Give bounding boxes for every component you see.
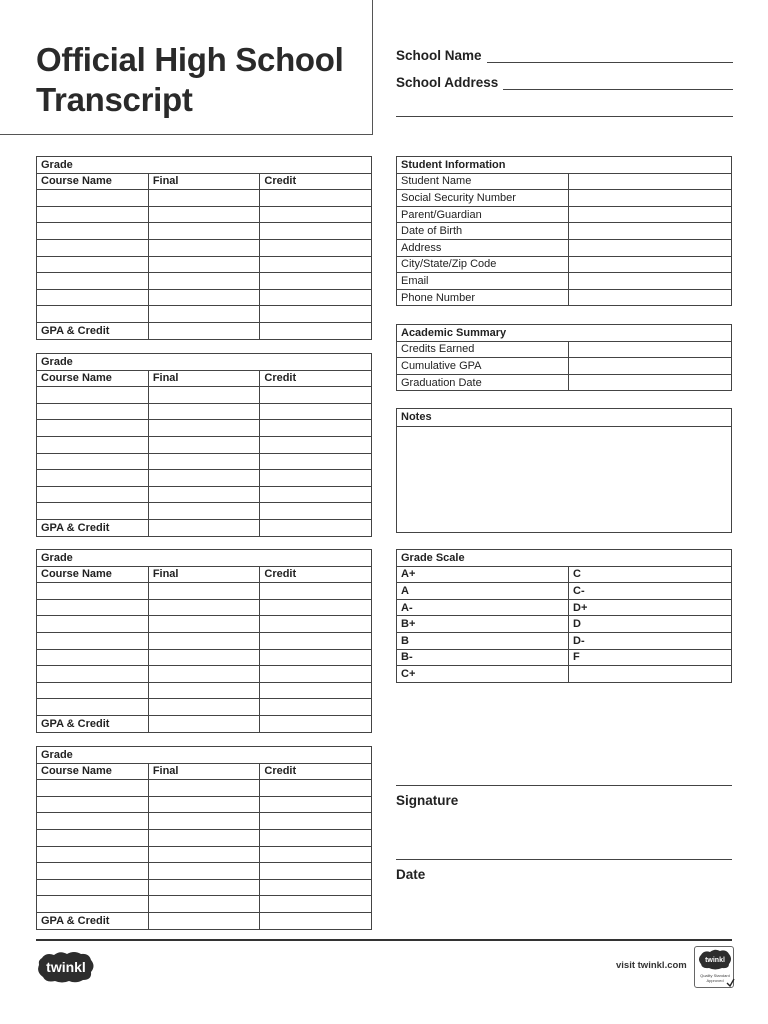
table-row xyxy=(37,846,372,863)
gpa-credit-label: GPA & Credit xyxy=(37,519,149,536)
final-cell[interactable] xyxy=(148,306,260,323)
credit-cell[interactable] xyxy=(260,223,372,240)
credit-cell[interactable] xyxy=(260,453,372,470)
course-cell[interactable] xyxy=(37,879,149,896)
table-row xyxy=(37,453,372,470)
grade-table xyxy=(36,549,372,733)
grade-label[interactable]: Grade xyxy=(37,550,372,567)
gpa-cell[interactable] xyxy=(148,715,260,732)
total-credit-cell[interactable] xyxy=(260,715,372,732)
final-cell[interactable] xyxy=(148,583,260,600)
student-field-value[interactable] xyxy=(569,273,732,290)
course-cell[interactable] xyxy=(37,583,149,600)
table-row xyxy=(397,239,732,256)
table-row xyxy=(37,583,372,600)
credit-cell[interactable] xyxy=(260,780,372,797)
school-address-line-2[interactable] xyxy=(396,116,733,117)
credit-cell[interactable] xyxy=(260,682,372,699)
signature-label: Signature xyxy=(396,793,459,808)
column-header-credit: Credit xyxy=(260,566,372,583)
course-cell[interactable] xyxy=(37,453,149,470)
grade-scale-left: C+ xyxy=(397,666,569,683)
credit-cell[interactable] xyxy=(260,796,372,813)
course-cell[interactable] xyxy=(37,632,149,649)
credit-cell[interactable] xyxy=(260,239,372,256)
table-row xyxy=(37,436,372,453)
grade-scale-right: D- xyxy=(569,632,732,649)
course-cell[interactable] xyxy=(37,863,149,880)
final-cell[interactable] xyxy=(148,436,260,453)
credit-cell[interactable] xyxy=(260,403,372,420)
table-row xyxy=(37,256,372,273)
course-cell[interactable] xyxy=(37,256,149,273)
final-cell[interactable] xyxy=(148,470,260,487)
final-cell[interactable] xyxy=(148,599,260,616)
grade-label[interactable]: Grade xyxy=(37,157,372,174)
credit-cell[interactable] xyxy=(260,273,372,290)
final-cell[interactable] xyxy=(148,387,260,404)
final-cell[interactable] xyxy=(148,453,260,470)
column-header-final: Final xyxy=(148,566,260,583)
summary-field-value[interactable] xyxy=(569,358,732,375)
column-header-credit: Credit xyxy=(260,763,372,780)
column-header-course: Course Name xyxy=(37,370,149,387)
summary-field-label: Cumulative GPA xyxy=(397,358,569,375)
grade-table xyxy=(36,156,372,340)
gpa-credit-label: GPA & Credit xyxy=(37,322,149,339)
table-row xyxy=(397,666,732,683)
course-cell[interactable] xyxy=(37,649,149,666)
gpa-cell[interactable] xyxy=(148,912,260,929)
credit-cell[interactable] xyxy=(260,863,372,880)
final-cell[interactable] xyxy=(148,289,260,306)
grade-scale-right: D+ xyxy=(569,599,732,616)
final-cell[interactable] xyxy=(148,879,260,896)
credit-cell[interactable] xyxy=(260,699,372,716)
course-cell[interactable] xyxy=(37,190,149,207)
academic-summary-table xyxy=(396,324,732,391)
column-header-final: Final xyxy=(148,173,260,190)
final-cell[interactable] xyxy=(148,239,260,256)
notes-box[interactable] xyxy=(396,408,732,533)
credit-cell[interactable] xyxy=(260,190,372,207)
column-header-credit: Credit xyxy=(260,370,372,387)
summary-field-label: Credits Earned xyxy=(397,341,569,358)
student-field-value[interactable] xyxy=(569,173,732,190)
credit-cell[interactable] xyxy=(260,813,372,830)
course-cell[interactable] xyxy=(37,796,149,813)
final-cell[interactable] xyxy=(148,223,260,240)
student-field-label: Student Name xyxy=(397,173,569,190)
column-header-credit: Credit xyxy=(260,173,372,190)
table-row xyxy=(37,289,372,306)
table-row xyxy=(397,273,732,290)
student-field-label: Parent/Guardian xyxy=(397,206,569,223)
student-field-label: Phone Number xyxy=(397,289,569,306)
grade-scale-left: B- xyxy=(397,649,569,666)
course-cell[interactable] xyxy=(37,239,149,256)
table-row xyxy=(37,599,372,616)
grade-label[interactable]: Grade xyxy=(37,747,372,764)
final-cell[interactable] xyxy=(148,256,260,273)
table-row xyxy=(37,616,372,633)
student-field-value[interactable] xyxy=(569,190,732,207)
course-cell[interactable] xyxy=(37,813,149,830)
column-header-final: Final xyxy=(148,370,260,387)
credit-cell[interactable] xyxy=(260,649,372,666)
summary-field-value[interactable] xyxy=(569,374,732,391)
course-cell[interactable] xyxy=(37,387,149,404)
final-cell[interactable] xyxy=(148,403,260,420)
school-name-field[interactable] xyxy=(396,48,733,63)
table-row xyxy=(397,223,732,240)
grade-table xyxy=(36,353,372,537)
date-line[interactable] xyxy=(396,859,732,860)
table-row xyxy=(37,829,372,846)
grade-scale-table xyxy=(396,549,732,683)
course-cell[interactable] xyxy=(37,206,149,223)
credit-cell[interactable] xyxy=(260,599,372,616)
final-cell[interactable] xyxy=(148,206,260,223)
credit-cell[interactable] xyxy=(260,486,372,503)
credit-cell[interactable] xyxy=(260,846,372,863)
table-row xyxy=(37,420,372,437)
twinkl-logo xyxy=(36,950,96,984)
table-row xyxy=(397,649,732,666)
grade-scale-left: A- xyxy=(397,599,569,616)
table-row xyxy=(37,206,372,223)
credit-cell[interactable] xyxy=(260,387,372,404)
table-row xyxy=(397,206,732,223)
credit-cell[interactable] xyxy=(260,256,372,273)
final-cell[interactable] xyxy=(148,486,260,503)
table-row xyxy=(37,813,372,830)
table-row xyxy=(37,387,372,404)
school-name-line[interactable] xyxy=(487,51,733,63)
badge-sub2: Approved xyxy=(706,978,724,983)
credit-cell[interactable] xyxy=(260,306,372,323)
final-cell[interactable] xyxy=(148,813,260,830)
signature-line[interactable] xyxy=(396,785,732,786)
table-row xyxy=(37,666,372,683)
table-row xyxy=(37,239,372,256)
credit-cell[interactable] xyxy=(260,436,372,453)
table-row xyxy=(397,583,732,600)
credit-cell[interactable] xyxy=(260,632,372,649)
credit-cell[interactable] xyxy=(260,583,372,600)
total-credit-cell[interactable] xyxy=(260,519,372,536)
academic-summary-title: Academic Summary xyxy=(397,325,732,342)
table-row xyxy=(37,403,372,420)
student-field-value[interactable] xyxy=(569,239,732,256)
grade-table xyxy=(36,746,372,930)
grade-scale-title: Grade Scale xyxy=(397,550,732,567)
student-field-value[interactable] xyxy=(569,289,732,306)
final-cell[interactable] xyxy=(148,829,260,846)
total-credit-cell[interactable] xyxy=(260,912,372,929)
student-field-label: Date of Birth xyxy=(397,223,569,240)
final-cell[interactable] xyxy=(148,666,260,683)
school-address-field[interactable] xyxy=(396,75,733,90)
title-line-2: Transcript xyxy=(36,81,193,118)
table-row xyxy=(397,599,732,616)
table-row xyxy=(397,358,732,375)
grade-scale-right: F xyxy=(569,649,732,666)
table-row xyxy=(37,699,372,716)
gpa-credit-label: GPA & Credit xyxy=(37,715,149,732)
column-header-final: Final xyxy=(148,763,260,780)
course-cell[interactable] xyxy=(37,666,149,683)
student-info-title: Student Information xyxy=(397,157,732,174)
final-cell[interactable] xyxy=(148,863,260,880)
course-cell[interactable] xyxy=(37,403,149,420)
course-cell[interactable] xyxy=(37,503,149,520)
table-row xyxy=(37,470,372,487)
table-row xyxy=(37,879,372,896)
gpa-cell[interactable] xyxy=(148,519,260,536)
final-cell[interactable] xyxy=(148,896,260,913)
table-row xyxy=(37,863,372,880)
credit-cell[interactable] xyxy=(260,470,372,487)
footer-divider xyxy=(36,939,732,941)
table-row xyxy=(397,289,732,306)
badge-sub1: Quality Standard xyxy=(700,973,730,978)
table-row xyxy=(397,256,732,273)
credit-cell[interactable] xyxy=(260,503,372,520)
course-cell[interactable] xyxy=(37,420,149,437)
badge-text: twinkl xyxy=(705,957,725,964)
table-row xyxy=(397,566,732,583)
visit-link[interactable]: visit twinkl.com xyxy=(616,960,687,971)
school-address-line[interactable] xyxy=(503,78,733,90)
final-cell[interactable] xyxy=(148,780,260,797)
course-cell[interactable] xyxy=(37,289,149,306)
summary-field-value[interactable] xyxy=(569,341,732,358)
credit-cell[interactable] xyxy=(260,289,372,306)
table-row xyxy=(37,682,372,699)
student-field-value[interactable] xyxy=(569,206,732,223)
credit-cell[interactable] xyxy=(260,206,372,223)
course-cell[interactable] xyxy=(37,699,149,716)
table-row xyxy=(37,306,372,323)
notes-title: Notes xyxy=(397,409,731,427)
table-row xyxy=(37,780,372,797)
column-header-course: Course Name xyxy=(37,566,149,583)
grade-scale-right: C- xyxy=(569,583,732,600)
final-cell[interactable] xyxy=(148,699,260,716)
course-cell[interactable] xyxy=(37,846,149,863)
course-cell[interactable] xyxy=(37,223,149,240)
course-cell[interactable] xyxy=(37,780,149,797)
course-cell[interactable] xyxy=(37,829,149,846)
credit-cell[interactable] xyxy=(260,896,372,913)
credit-cell[interactable] xyxy=(260,829,372,846)
grade-scale-left: B xyxy=(397,632,569,649)
grade-scale-right xyxy=(569,666,732,683)
gpa-cell[interactable] xyxy=(148,322,260,339)
course-cell[interactable] xyxy=(37,273,149,290)
credit-cell[interactable] xyxy=(260,616,372,633)
table-row xyxy=(37,223,372,240)
grade-label[interactable]: Grade xyxy=(37,354,372,371)
student-field-label: Address xyxy=(397,239,569,256)
date-label: Date xyxy=(396,867,426,882)
quality-badge-icon xyxy=(695,947,735,989)
final-cell[interactable] xyxy=(148,649,260,666)
table-row xyxy=(37,649,372,666)
course-cell[interactable] xyxy=(37,306,149,323)
grade-scale-left: A+ xyxy=(397,566,569,583)
final-cell[interactable] xyxy=(148,682,260,699)
course-cell[interactable] xyxy=(37,896,149,913)
summary-field-label: Graduation Date xyxy=(397,374,569,391)
final-cell[interactable] xyxy=(148,616,260,633)
grade-scale-right: C xyxy=(569,566,732,583)
table-row xyxy=(37,632,372,649)
grade-scale-left: B+ xyxy=(397,616,569,633)
grade-scale-right: D xyxy=(569,616,732,633)
course-cell[interactable] xyxy=(37,682,149,699)
table-row xyxy=(37,273,372,290)
final-cell[interactable] xyxy=(148,503,260,520)
course-cell[interactable] xyxy=(37,436,149,453)
table-row xyxy=(37,486,372,503)
page-title xyxy=(36,40,344,120)
gpa-credit-label: GPA & Credit xyxy=(37,912,149,929)
credit-cell[interactable] xyxy=(260,879,372,896)
logo-text: twinkl xyxy=(46,959,86,975)
final-cell[interactable] xyxy=(148,420,260,437)
table-row xyxy=(397,616,732,633)
table-row xyxy=(397,374,732,391)
student-field-label: Social Security Number xyxy=(397,190,569,207)
table-row xyxy=(397,173,732,190)
grade-scale-left: A xyxy=(397,583,569,600)
student-field-value[interactable] xyxy=(569,256,732,273)
course-cell[interactable] xyxy=(37,616,149,633)
student-field-label: Email xyxy=(397,273,569,290)
credit-cell[interactable] xyxy=(260,420,372,437)
table-row xyxy=(37,503,372,520)
final-cell[interactable] xyxy=(148,273,260,290)
course-cell[interactable] xyxy=(37,486,149,503)
student-field-label: City/State/Zip Code xyxy=(397,256,569,273)
final-cell[interactable] xyxy=(148,796,260,813)
course-cell[interactable] xyxy=(37,599,149,616)
column-header-course: Course Name xyxy=(37,763,149,780)
student-info-table xyxy=(396,156,732,306)
table-row xyxy=(397,632,732,649)
credit-cell[interactable] xyxy=(260,666,372,683)
table-row xyxy=(37,896,372,913)
course-cell[interactable] xyxy=(37,470,149,487)
table-row xyxy=(37,796,372,813)
school-name-label: School Name xyxy=(396,48,482,63)
table-row xyxy=(397,341,732,358)
table-row xyxy=(37,190,372,207)
quality-badge xyxy=(694,946,734,988)
final-cell[interactable] xyxy=(148,846,260,863)
student-field-value[interactable] xyxy=(569,223,732,240)
final-cell[interactable] xyxy=(148,190,260,207)
twinkl-logo-icon xyxy=(36,950,96,984)
column-header-course: Course Name xyxy=(37,173,149,190)
school-address-label: School Address xyxy=(396,75,499,90)
table-row xyxy=(397,190,732,207)
title-line-1: Official High School xyxy=(36,41,344,78)
total-credit-cell[interactable] xyxy=(260,322,372,339)
final-cell[interactable] xyxy=(148,632,260,649)
